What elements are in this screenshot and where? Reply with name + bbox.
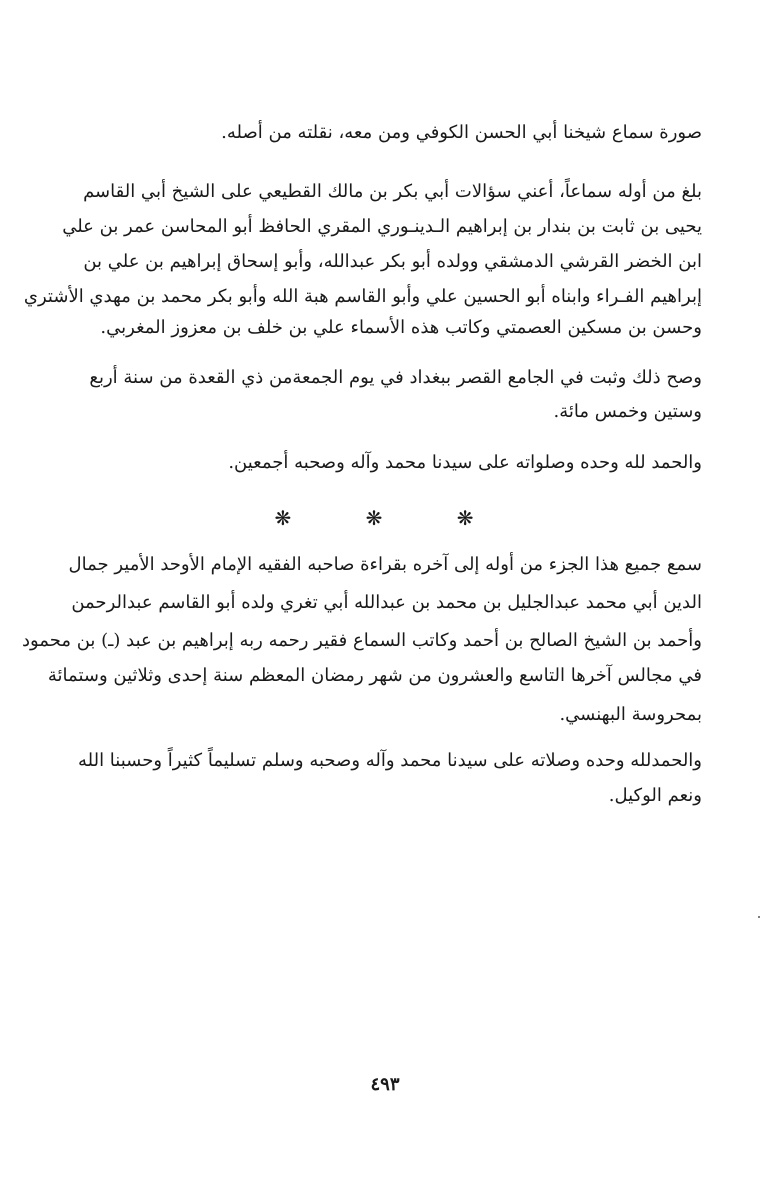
page-number: ٤٩٣ [370,1074,400,1095]
paragraph-4-line-1: والحمد لله وحده وصلواته على سيدنا محمد وآله وصحبه أجمعين. [228,452,702,473]
paragraph-2-line-2: يحيى بن ثابت بن بندار بن إبراهيم الـدينـوري المقري الحافظ أبو المحاسن عمر بن علي [62,216,702,237]
star-ornament-icon: ❋ [365,506,405,530]
paragraph-2-line-1: بلغ من أوله سماعاً، أعني سؤالات أبي بكر بن مالك القطيعي على الشيخ أبي القاسم [83,181,702,202]
paragraph-2-line-5: وحسن بن مسكين العصمتي وكاتب هذه الأسماء علي بن خلف بن معزوز المغربي. [100,317,702,338]
paragraph-1-line-1: صورة سماع شيخنا أبي الحسن الكوفي ومن معه، نقلته من أصله. [221,122,702,143]
paragraph-3-line-1: وصح ذلك وثبت في الجامع القصر ببغداد في يوم الجمعةمن ذي القعدة من سنة أربع [89,367,702,388]
paragraph-5-line-5: بمحروسة البهنسي. [559,704,702,725]
star-ornament-icon: ❋ [456,506,496,530]
star-ornament-icon: ❋ [274,506,314,530]
paragraph-2-line-3: ابن الخضر القرشي الدمشقي وولده أبو بكر عبدالله، وأبو إسحاق إبراهيم بن علي بن [83,251,702,272]
paragraph-6-line-1: والحمدلله وحده وصلاته على سيدنا محمد وآله وصحبه وسلم تسليماً كثيراً وحسبنا الله [77,750,702,771]
paragraph-5-line-1: سمع جميع هذا الجزء من أوله إلى آخره بقراءة صاحبه الفقيه الإمام الأوحد الأمير جمال [68,554,702,575]
section-separator [0,506,770,530]
scan-speck [758,916,760,918]
paragraph-6-line-2: ونعم الوكيل. [608,785,702,806]
paragraph-3-line-2: وستين وخمس مائة. [553,401,702,422]
paragraph-5-line-4: في مجالس آخرها التاسع والعشرون من شهر رمضان المعظم سنة إحدى وثلاثين وستمائة [47,665,702,686]
paragraph-2-line-4: إبراهيم الفـراء وابناه أبو الحسين علي وأبو القاسم هبة الله وأبو بكر محمد بن مهدي الأشتري [23,286,702,307]
paragraph-5-line-3: وأحمد بن الشيخ الصالح بن أحمد وكاتب السماع فقير رحمه ربه إبراهيم بن عبد (ـ) بن محمود [21,630,702,651]
paragraph-5-line-2: الدين أبي محمد عبدالجليل بن محمد بن عبدالله أبي تغري ولده أبو القاسم عبدالرحمن [71,592,702,613]
